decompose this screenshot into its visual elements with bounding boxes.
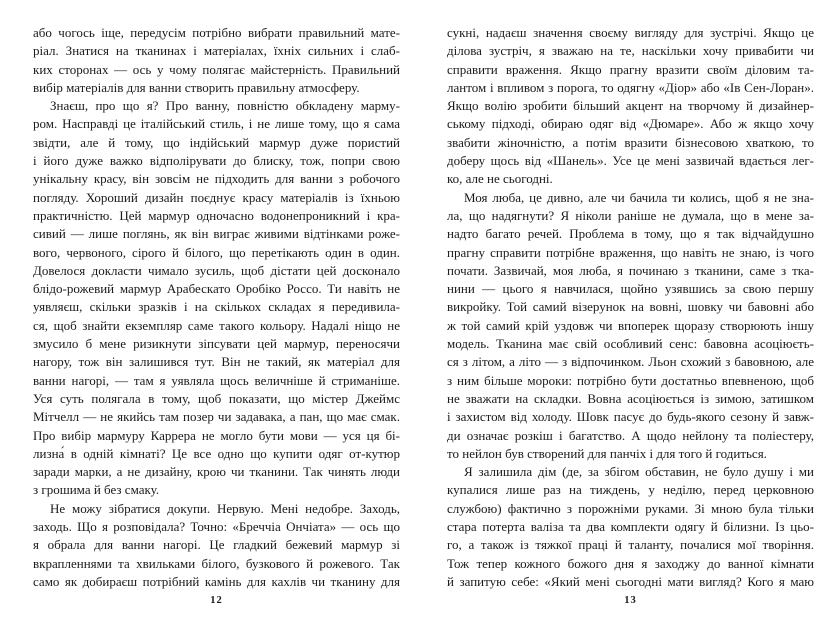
text-line: Мітчелл — не якийсь там позер чи задавака, а пан, що має смак. (33, 409, 400, 425)
text-line: Довелося докласти чимало зусиль, щоб дістати цей досконало (33, 262, 400, 278)
text-line: почати. Зазвичай, моя люба, я починаю з тканини, саме з тка- (447, 262, 814, 278)
text-line: сукні, надаєш значення своєму вигляду для зустрічі. Якщо це (447, 25, 814, 40)
text-line: Моя люба, це дивно, але чи бачила ти колись, щоб я не зна- (464, 189, 814, 205)
text-line: ся, щоб знайти екземпляр саме такого кольору. Надалі ніщо не (33, 317, 400, 333)
text-line: Тож тепер кожного божого дня я заходжу до ванної кімнати (447, 555, 814, 571)
text-line: купалися лише раз на тиждень, у неділю, перед церковною (447, 482, 814, 498)
text-line: лантом і впливом з порога, то одягну «Діор» або «Ів Сен-Лоран». (447, 79, 814, 95)
text-line: вого, червоного, сірого й білого, що перетікають один в один. (33, 244, 400, 260)
text-line: заради марки, а не дизайну, крою чи тканини. Так чинять люди (33, 464, 400, 480)
text-line: нини — цього я навчилася, щойно узявшись за свою першу (447, 281, 814, 297)
text-line: звабити жіночністю, а потім вразити бізнесовою хваткою, то (447, 134, 814, 150)
text-line: Знаєш, про що я? Про ванну, повністю обкладену марму- (50, 98, 400, 114)
text-line: ких сторонах — ось у чому полягає майстерність. Правильний (33, 61, 400, 77)
text-line: сивий — лише поглянь, як він виграє живими відтінками роже- (33, 226, 400, 242)
text-line: само як добираєш потрібний камінь для кахлів чи тканину для (33, 573, 400, 589)
text-line: і його дуже важко відполірувати до блиску, тож, попри свою (33, 153, 400, 169)
text-line: прагну справити потрібне враження, що навіть не знаю, із чого (447, 244, 814, 260)
text-line: ділова зустріч, я зважаю на те, наскільки хочу привабити чи (447, 43, 814, 59)
text-line: модель. Тканина має свій особливий сенс: бавовна асоціюєть- (447, 336, 814, 352)
text-line: ром. Насправді це італійський стиль, і не лише тому, що я сама (33, 116, 400, 132)
text-line: го, а також із тяжкої праці й таланту, почалися мої творіння. (447, 537, 814, 553)
text-line: надто багато речей. Проблема в тому, що я так відчайдушно (447, 226, 814, 242)
page-left (33, 24, 400, 625)
text-line: викройку. Той самий візерунок на вовні, шовку чи бавовні або (447, 299, 814, 315)
text-line: змусило б мене ризикнути зіпсувати цей мармур, переносячи (33, 336, 400, 352)
text-line: ріал. Знатися на тканинах і матеріалах, їхніх сильних і слаб- (33, 43, 400, 59)
text-line: практичністю. Цей мармур одночасно водонепроникний і кра- (33, 207, 400, 223)
text-line: Не можу зібратися докупи. Нервую. Мені недобре. Заходь, (50, 500, 400, 516)
text-line: службою) фактично з порожніми руками. Зі мною була тільки (447, 500, 814, 516)
text-line: погляду. Хороший дизайн поєднує красу матеріалів із їхньою (33, 189, 400, 205)
text-line: ко, але не сьогодні. (447, 171, 553, 187)
text-line: Якщо волію зробити більший акцент на творчому й дизайнер- (447, 98, 814, 114)
page-right-text (447, 24, 814, 591)
text-line: заходь. Що я розповідала? Точно: «Бреччіа Ончіата» — ось що (33, 519, 400, 535)
text-line: ж той самий крій уздовж чи впоперек щоразу створюють іншу (447, 317, 814, 333)
text-line: нагору, тож він залишився тут. Він не такий, як матеріал для (33, 354, 400, 370)
text-line: або чогось іще, передусім потрібно вибрати правильний мате- (33, 25, 400, 40)
page-number-left: 12 (210, 595, 223, 606)
text-line: стара потерта валіза та два комплекти одягу й білизни. Із цьо- (447, 519, 814, 535)
text-line: ла, що надягнути? Я ніколи раніше не думала, що в мене за- (447, 207, 814, 223)
text-line: блідо-рожевий мармур Арабескато Оробіко Россо. Ти навіть не (33, 281, 400, 297)
text-line: Уся суть полягала в тому, щоб показати, що містер Джеймс (33, 390, 400, 406)
text-line: ди означає розкіш і багатство. А щодо нейлону та поліестеру, (447, 427, 814, 443)
text-line: то нейлон був створений для панчіх і для того й годиться. (447, 445, 767, 461)
page-left-text (33, 24, 400, 591)
text-line: я обрала для ванни нагорі. Це гладкий бежевий мармур зі (33, 537, 400, 553)
text-line: і захистом від холоду. Шовк пасує до будь-якого сезону й завж- (447, 409, 814, 425)
text-line: ся з літом, а літо — з відпочинком. Льон схожий з бавовною, але (447, 354, 814, 370)
text-line: ванни нагорі, — там я уявляла щось величніше й стриманіше. (33, 372, 400, 388)
text-line: Про вибір мармуру Каррера не могло бути мови — уся ця бі- (33, 427, 400, 443)
text-line: Я залишила дім (де, за збігом обставин, не було душу і ми (464, 464, 814, 480)
text-line: ському підході, обираю одяг від «Дюмаре». Або ж якщо хочу (447, 116, 814, 132)
text-line: лизна́ в одній кімнаті? Це все одно що купити одяг от-кутюр (33, 445, 400, 461)
text-line: з грошима й без смаку. (33, 482, 160, 498)
text-line: звідти, але й тому, що індійський мармур дуже пористий (33, 134, 400, 150)
text-line: й запитую себе: «Який мені сьогодні мати вигляд? Кого я маю (447, 573, 814, 589)
page-right (447, 24, 814, 625)
text-line: унікальну красу, він зовсім не підходить для ванни з робочого (33, 171, 400, 187)
page-number-right: 13 (624, 595, 637, 606)
text-line: справити враження. Якщо прагну вразити своїм діловим та- (447, 61, 814, 77)
text-line: з ним більше мороки: потрібно бути достатньо впевненою, щоб (447, 372, 814, 388)
text-line: не зважати на складки. Вовна асоціюється із зимою, затишком (447, 390, 814, 406)
text-line: уявляєш, скільки зразків і на скількох складах я передивила- (33, 299, 400, 315)
text-line: вибір матеріалів для ванни створить правильну атмосферу. (33, 79, 360, 95)
text-line: вкрапленнями та хвильками білого, бузкового й рожевого. Так (33, 555, 400, 571)
text-line: доберу щось від «Шанель». Усе це мені зазвичай вдається лег- (447, 153, 814, 169)
